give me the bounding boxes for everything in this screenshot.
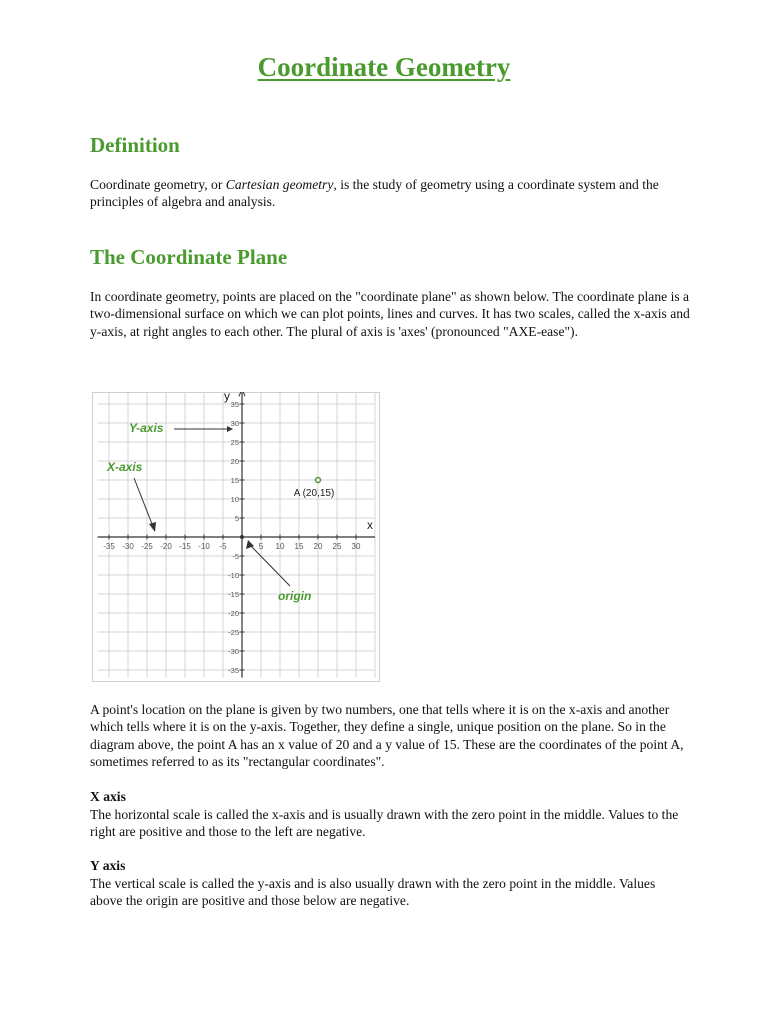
y-tick-label: -5 [232, 552, 239, 561]
definition-text-italic: Cartesian geometry [225, 177, 334, 192]
y-tick-label: 20 [230, 457, 239, 466]
y-axis-annotation: Y-axis [129, 421, 164, 435]
x-tick-label: -35 [103, 542, 115, 551]
y-tick-label: 25 [230, 438, 239, 447]
y-tick-label: 10 [230, 495, 239, 504]
coordinate-plane-heading: The Coordinate Plane [90, 245, 288, 269]
origin-annotation: origin [278, 589, 312, 603]
y-tick-label: -25 [228, 628, 239, 637]
x-tick-label: -20 [160, 542, 172, 551]
x-tick-label: 30 [351, 542, 361, 551]
x-tick-label: 10 [275, 542, 285, 551]
definition-text-after: , is the study of geometry using a coordinate system and the principles of algebra and analysis. [90, 177, 659, 210]
x-tick-label: 25 [332, 542, 342, 551]
x-axis-letter: x [367, 518, 373, 532]
coordinate-plane-svg [92, 392, 380, 682]
x-tick-label: -25 [141, 542, 153, 551]
point-a-label: A (20,15) [293, 488, 335, 499]
x-axis-paragraph: The horizontal scale is called the x-axis and is usually drawn with the zero point in the middle. Values to the right are positive and those to the left are negative. [90, 807, 679, 840]
x-tick-label: -30 [122, 542, 134, 551]
x-tick-label: 5 [258, 542, 264, 551]
x-tick-label: -15 [179, 542, 191, 551]
y-tick-label: -10 [228, 571, 239, 580]
y-tick-label: 35 [230, 400, 239, 409]
page-title: Coordinate Geometry [257, 52, 511, 82]
x-axis-annotation: X-axis [107, 460, 143, 474]
y-tick-label: 15 [230, 476, 239, 485]
definition-text-before: Coordinate geometry, or [90, 177, 226, 192]
y-tick-label: -15 [228, 590, 239, 599]
x-tick-label: 15 [294, 542, 304, 551]
y-tick-label: 5 [234, 514, 239, 523]
x-tick-label: -10 [198, 542, 210, 551]
x-tick-label: 20 [313, 542, 323, 551]
coordinate-plane-diagram [92, 392, 380, 682]
y-tick-label: -35 [228, 666, 239, 675]
origin-dot [240, 535, 244, 539]
y-axis-letter: y [224, 392, 230, 404]
y-tick-label: -20 [228, 609, 239, 618]
y-axis-heading: Y axis [90, 858, 126, 873]
x-axis-heading: X axis [90, 789, 126, 804]
definition-paragraph [90, 176, 690, 211]
y-axis-paragraph: The vertical scale is called the y-axis and is also usually drawn with the zero point in the middle. Values above the origin are positive and those below are negative. [90, 876, 656, 909]
definition-heading: Definition [90, 133, 180, 157]
y-tick-label: -30 [228, 647, 239, 656]
x-tick-label: -5 [219, 542, 227, 551]
coordinate-plane-intro: In coordinate geometry, points are placed on the "coordinate plane" as shown below. The coordinate plane is a two-dimensional surface on which we can plot points, lines and curves. It has two scales, called the x-axis and y-axis, at right angles to each other. The plural of axis is 'axes' (pronounced "AXE-ease"). [90, 289, 690, 339]
point-a-marker [316, 478, 321, 483]
y-tick-label: 30 [230, 419, 239, 428]
coordinate-plane-explanation: A point's location on the plane is given by two numbers, one that tells where it is on the x-axis and another which tells where it is on the y-axis. Together, they define a single, unique position on the plane. So in the diagram above, the point A has an x value of 20 and a y value of 15. These are the coordinates of the point A, sometimes referred to as its "rectangular coordinates". [90, 702, 684, 770]
